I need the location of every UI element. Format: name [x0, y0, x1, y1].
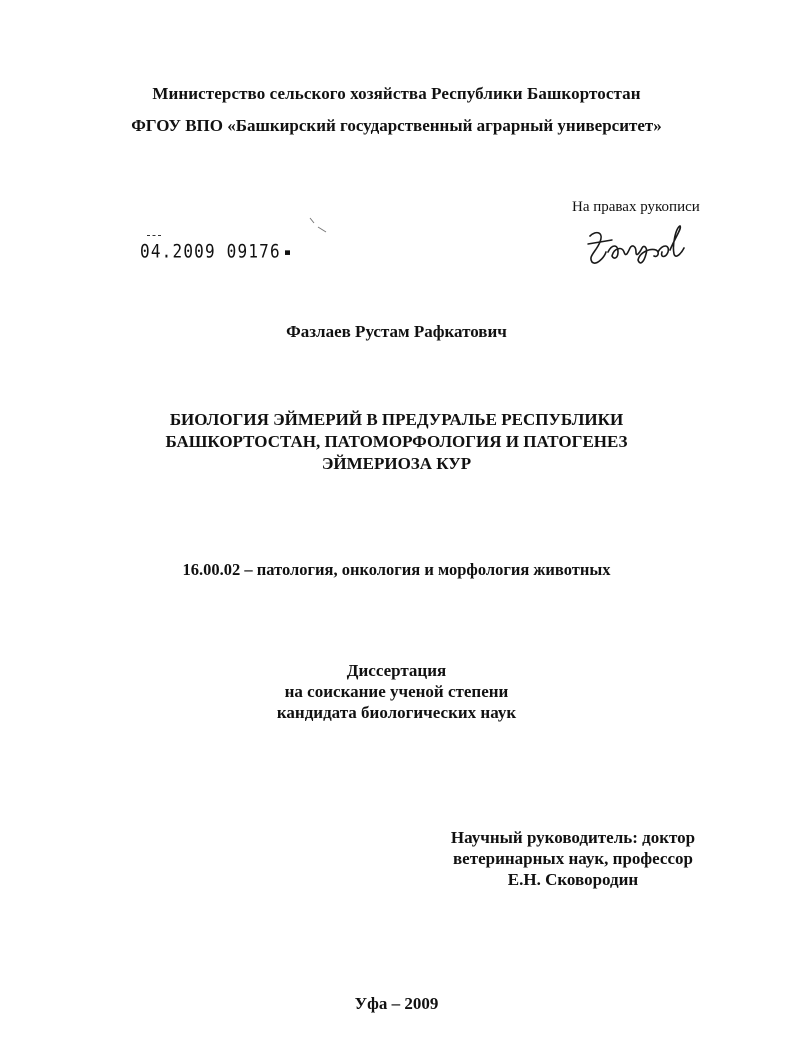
dissertation-title	[0, 409, 793, 475]
university-heading: ФГОУ ВПО «Башкирский государственный аграрный университет»	[131, 116, 662, 135]
place-and-year: Уфа – 2009	[354, 994, 439, 1013]
library-stamp	[140, 240, 290, 262]
degree-statement	[0, 660, 793, 723]
degree-line: на соискание ученой степени	[284, 682, 509, 701]
title-line: БИОЛОГИЯ ЭЙМЕРИЙ В ПРЕДУРАЛЬЕ РЕСПУБЛИКИ	[169, 410, 624, 429]
title-line: ЭЙМЕРИОЗА КУР	[321, 454, 472, 473]
scan-speck-mark	[308, 216, 332, 236]
specialty-code: 16.00.02 – патология, онкология и морфология животных	[182, 560, 611, 579]
ministry-heading: Министерство сельского хозяйства Республики Башкортостан	[152, 84, 641, 103]
advisor-line: ветеринарных наук, профессор	[453, 849, 693, 868]
degree-line: кандидата биологических наук	[276, 703, 517, 722]
stamp-number: 04.2009 09176	[140, 240, 281, 262]
author-name: Фазлаев Рустам Рафкатович	[286, 322, 507, 341]
stamp-bullet-mark	[285, 250, 290, 255]
scientific-advisor	[400, 827, 746, 890]
handwritten-signature	[584, 222, 694, 272]
manuscript-rights-note: На правах рукописи	[572, 199, 700, 215]
title-line: БАШКОРТОСТАН, ПАТОМОРФОЛОГИЯ И ПАТОГЕНЕЗ	[165, 432, 628, 451]
degree-line: Диссертация	[346, 661, 447, 680]
advisor-line: Е.Н. Сковородин	[507, 870, 639, 889]
stamp-dash-mark	[147, 235, 161, 237]
advisor-line: Научный руководитель: доктор	[450, 828, 696, 847]
